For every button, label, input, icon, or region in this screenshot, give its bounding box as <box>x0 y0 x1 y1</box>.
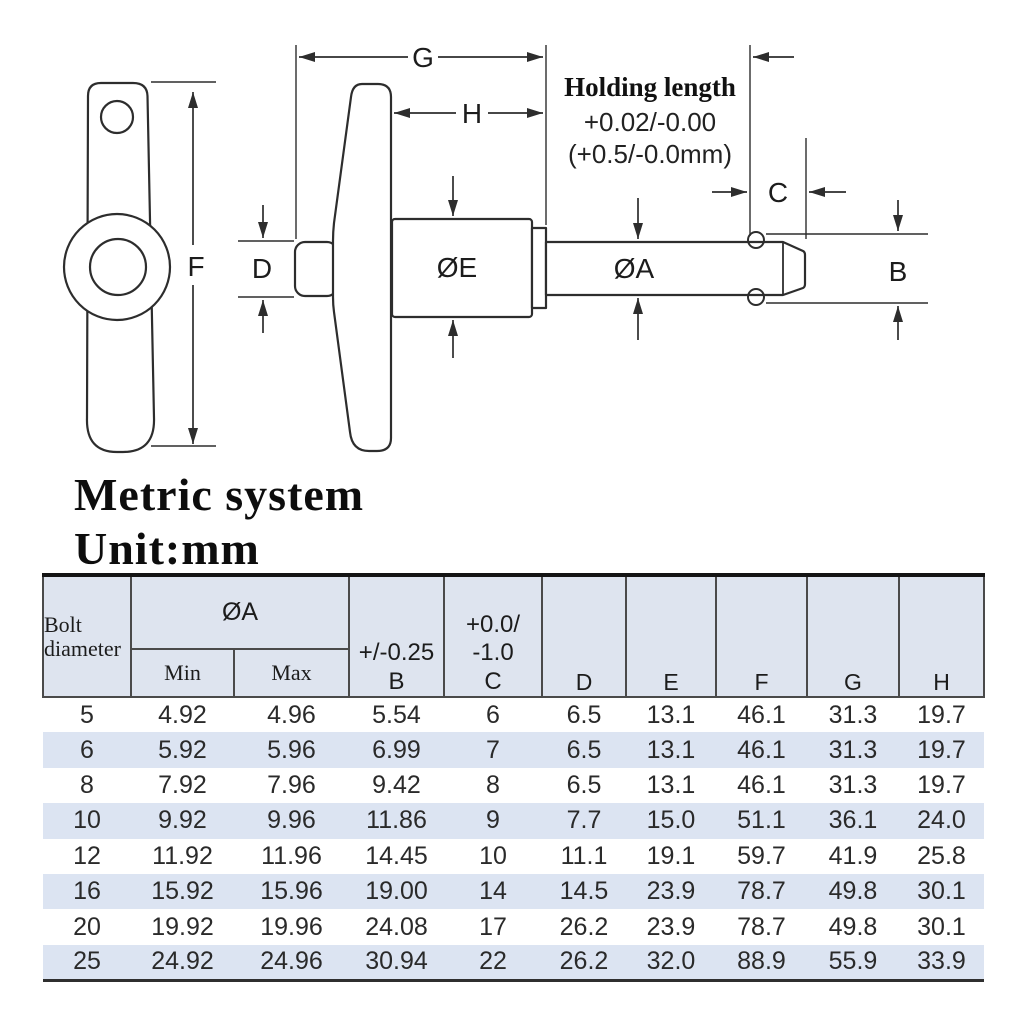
dim-label-h: H <box>461 98 483 129</box>
table-cell: 5.54 <box>372 700 421 729</box>
table-cell: 9.42 <box>372 770 421 799</box>
dim-label-dia-a: ØA <box>613 253 655 284</box>
table-cell: 46.1 <box>737 700 786 729</box>
table-cell: 19.92 <box>151 912 214 941</box>
lanyard-hole <box>101 101 133 133</box>
table-cell: 15.0 <box>646 806 696 835</box>
table-cell: 25.8 <box>917 841 966 870</box>
header-max: Max <box>234 649 349 697</box>
table-cell: 24.08 <box>365 912 428 941</box>
header-b-tolerance: +/-0.25 <box>358 639 435 667</box>
table-cell: 13.1 <box>646 735 696 764</box>
table-row <box>43 874 984 909</box>
dim-label-d: D <box>251 253 273 284</box>
table-cell: 23.9 <box>646 912 696 941</box>
table-cell: 11.86 <box>366 806 427 835</box>
table-cell: 6 <box>80 735 94 764</box>
table-cell: 78.7 <box>737 877 786 906</box>
table-cell: 9.96 <box>267 806 316 835</box>
table-cell: 31.3 <box>828 770 878 799</box>
table-cell: 11.96 <box>261 841 322 870</box>
table-cell: 11.92 <box>152 841 213 870</box>
dimension-g <box>296 42 546 239</box>
table-row <box>43 803 984 838</box>
handle-front-outline <box>333 84 391 451</box>
table-cell: 31.3 <box>828 700 878 729</box>
section-title: Metric system <box>74 469 365 520</box>
header-c <box>444 575 542 697</box>
table-cell: 55.9 <box>828 947 878 976</box>
table-cell: 24.92 <box>151 947 214 976</box>
table-cell: 8 <box>486 770 500 799</box>
table-cell: 7.96 <box>267 770 316 799</box>
table-cell: 10 <box>479 841 507 870</box>
table-cell: 19.96 <box>260 912 323 941</box>
table-cell: 19.7 <box>917 700 966 729</box>
table-row <box>43 732 984 767</box>
table-cell: 78.7 <box>737 912 786 941</box>
table-row <box>43 839 984 874</box>
table-cell: 15.92 <box>151 877 214 906</box>
holding-length-callout <box>564 45 794 236</box>
dim-label-dia-e: ØE <box>436 252 478 283</box>
table-cell: 4.96 <box>267 700 316 729</box>
dimension-d <box>238 205 294 333</box>
table-cell: 6.5 <box>566 770 602 799</box>
table-cell: 30.94 <box>365 947 428 976</box>
table-cell: 88.9 <box>737 947 786 976</box>
side-view <box>64 83 170 452</box>
table-cell: 19.7 <box>917 770 966 799</box>
table-cell: 10 <box>73 806 101 835</box>
table-cell: 22 <box>479 947 507 976</box>
spec-table-body <box>43 697 984 980</box>
neck-step <box>532 228 546 308</box>
dim-label-g: G <box>412 42 434 73</box>
header-min: Min <box>131 649 234 697</box>
dimension-dia-e <box>437 176 477 358</box>
table-cell: 13.1 <box>646 700 696 729</box>
table-cell: 11.1 <box>560 841 608 870</box>
table-row <box>43 945 984 980</box>
table-cell: 59.7 <box>737 841 786 870</box>
table-cell: 6.5 <box>566 735 602 764</box>
header-d: D <box>542 575 626 697</box>
dimension-h <box>394 98 543 129</box>
table-cell: 24.96 <box>260 947 323 976</box>
spec-table-head <box>43 575 984 697</box>
header-c-tolerance1: +0.0/ <box>465 611 521 639</box>
table-cell: 23.9 <box>646 877 696 906</box>
dimension-c <box>712 138 846 239</box>
table-cell: 12 <box>73 841 101 870</box>
table-cell: 6.5 <box>566 700 602 729</box>
table-cell: 16 <box>73 877 101 906</box>
table-cell: 26.2 <box>559 912 609 941</box>
table-row <box>43 697 984 732</box>
table-cell: 9.92 <box>158 806 207 835</box>
table-cell: 7.7 <box>566 806 602 835</box>
table-cell: 17 <box>479 912 507 941</box>
table-cell: 24.0 <box>917 806 966 835</box>
header-b-letter: B <box>388 667 405 695</box>
header-g: G <box>807 575 899 697</box>
pin-shank <box>546 242 805 295</box>
section-unit: Unit:mm <box>74 523 260 574</box>
table-cell: 5.96 <box>267 735 316 764</box>
table-cell: 30.1 <box>917 912 966 941</box>
dim-label-c: C <box>767 177 789 208</box>
table-cell: 14.45 <box>365 841 428 870</box>
dim-label-b: B <box>888 256 908 287</box>
header-c-letter: C <box>484 667 502 695</box>
table-cell: 46.1 <box>737 735 786 764</box>
table-row <box>43 909 984 944</box>
table-cell: 6 <box>486 700 500 729</box>
table-cell: 32.0 <box>646 947 696 976</box>
table-cell: 26.2 <box>559 947 609 976</box>
table-cell: 7 <box>486 735 500 764</box>
table-cell: 8 <box>80 770 94 799</box>
table-row <box>43 768 984 803</box>
header-bolt-line1: Bolt <box>44 611 82 637</box>
dim-label-f: F <box>187 251 205 282</box>
table-cell: 36.1 <box>828 806 878 835</box>
table-cell: 30.1 <box>917 877 966 906</box>
header-c-tolerance2: -1.0 <box>472 639 514 667</box>
table-cell: 5 <box>80 700 94 729</box>
dimension-dia-a <box>614 198 655 340</box>
table-cell: 15.96 <box>260 877 323 906</box>
table-cell: 19.00 <box>365 877 428 906</box>
handle-boss-inner <box>90 239 146 295</box>
holding-length-title: Holding length <box>564 72 736 102</box>
table-cell: 14 <box>479 877 507 906</box>
table-cell: 6.99 <box>372 735 421 764</box>
header-f: F <box>716 575 807 697</box>
spec-table <box>42 573 985 982</box>
table-cell: 51.1 <box>737 806 786 835</box>
table-cell: 46.1 <box>737 770 786 799</box>
holding-length-tolerance: +0.02/-0.00 <box>583 107 717 137</box>
table-cell: 33.9 <box>917 947 966 976</box>
table-cell: 7.92 <box>158 770 207 799</box>
header-b <box>349 575 444 697</box>
table-cell: 4.92 <box>158 700 207 729</box>
header-e: E <box>626 575 716 697</box>
header-h: H <box>899 575 984 697</box>
release-button <box>295 242 337 296</box>
header-bolt-diameter <box>43 575 131 697</box>
table-cell: 13.1 <box>646 770 696 799</box>
table-cell: 49.8 <box>828 877 878 906</box>
table-cell: 19.1 <box>646 841 696 870</box>
header-bolt-line2: diameter <box>44 635 121 661</box>
table-cell: 41.9 <box>828 841 878 870</box>
table-cell: 9 <box>486 806 500 835</box>
table-cell: 19.7 <box>917 735 966 764</box>
holding-length-tolerance-mm: (+0.5/-0.0mm) <box>568 139 732 169</box>
header-dia-a: ØA <box>131 575 349 649</box>
spec-table-wrap <box>42 573 985 982</box>
table-cell: 14.5 <box>559 877 609 906</box>
table-cell: 25 <box>73 947 101 976</box>
table-cell: 20 <box>73 912 101 941</box>
table-cell: 5.92 <box>158 735 207 764</box>
technical-drawing <box>0 0 1024 470</box>
table-cell: 49.8 <box>828 912 878 941</box>
table-cell: 31.3 <box>828 735 878 764</box>
